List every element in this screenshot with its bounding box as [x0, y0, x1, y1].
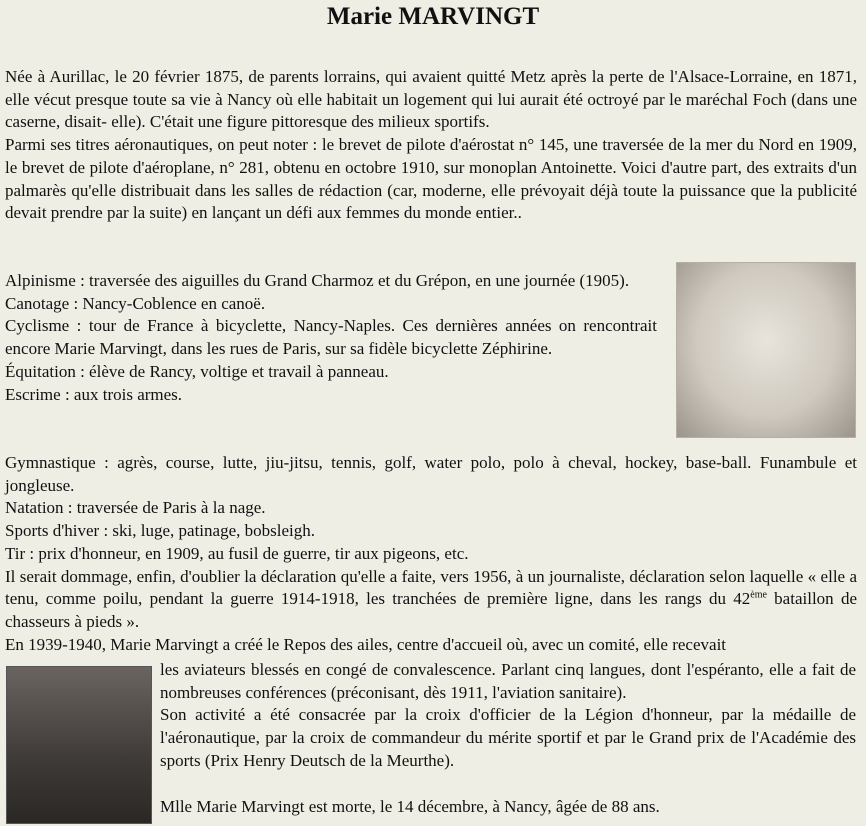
ordinal-superscript: ème: [750, 589, 767, 601]
declaration-text-end: bataillon de chasseurs à pieds ».: [5, 589, 857, 631]
page-title: Marie MARVINGT: [326, 3, 540, 30]
sport-entry: Sports d'hiver : ski, luge, patinage, bobsleigh.: [5, 521, 315, 541]
declaration-text: Il serait dommage, enfin, d'oublier la déclaration qu'elle a faite, vers 1956, à un journaliste, déclaration selon laquelle « elle a tenu, comme poilu, pendant la guerre 1914-1918, les tranchées de première ligne, dans les rangs du 42: [5, 566, 857, 609]
right-text-column: [160, 659, 856, 773]
sports-list-narrow: [5, 270, 657, 406]
sport-entry: Canotage : Nancy-Coblence en canoë.: [5, 293, 266, 313]
repos-paragraph: les aviateurs blessés en congé de convalescence. Parlant cinq langues, dont l'espéranto, elle a fait de nombreuses conférences (préconisant, dès 1911, l'aviation sanitaire).: [160, 660, 856, 702]
intro-paragraph: Née à Aurillac, le 20 février 1875, de parents lorrains, qui avaient quitté Metz après la perte de l'Alsace-Lorraine, en 1871, elle vécut presque toute sa vie à Nancy où elle habitait un logement qui lui aurait été octroyé par le maréchal Foch (dans une caserne, disait- elle). C'était une figure pittoresque des milieux sportifs.: [5, 67, 857, 132]
repos-first-line: En 1939-1940, Marie Marvingt a créé le Repos des ailes, centre d'accueil où, avec un comité, elle recevait: [5, 634, 727, 654]
sport-entry: Équitation : élève de Rancy, voltige et travail à panneau.: [5, 361, 389, 381]
portrait-photo: [676, 262, 856, 438]
declaration-paragraph: [5, 566, 857, 634]
sport-entry: Cyclisme : tour de France à bicyclette, Nancy-Naples. Ces dernières années on rencontrait encore Marie Marvingt, dans les rues de Paris, sur sa fidèle bicyclette Zéphirine.: [5, 316, 657, 359]
sport-entry: Tir : prix d'honneur, en 1909, au fusil de guerre, tir aux pigeons, etc.: [5, 543, 469, 563]
sport-entry: Gymnastique : agrès, course, lutte, jiu-jitsu, tennis, golf, water polo, polo à cheval, hockey, base-ball. Funambule et jongleuse.: [5, 453, 857, 495]
sport-entry: Alpinisme : traversée des aiguilles du Grand Charmoz et du Grépon, en une journée (1905).: [5, 271, 630, 290]
sport-entry: Escrime : aux trois armes.: [5, 384, 183, 404]
sports-list-wide: [5, 452, 857, 656]
honours-paragraph: Son activité a été consacrée par la croix d'officier de la Légion d'honneur, par la médaille de l'aéronautique, par la croix de commandeur du mérite sportif et par le Grand prix de l'Académie des sports (Prix Henry Deutsch de la Meurthe).: [160, 705, 856, 770]
intro-paragraph: Parmi ses titres aéronautiques, on peut noter : le brevet de pilote d'aérostat n° 145, une traversée de la mer du Nord en 1909, le brevet de pilote d'aéroplane, n° 281, obtenu en octobre 1910, sur monoplan Antoinette. Voici d'autre part, des extraits d'un palmarès qu'elle distribuait dans les salles de rédaction (car, moderne, elle prévoyait déjà toute la puissance que la publicité devait prendre par la suite) en lançant un défi aux femmes du monde entier..: [5, 135, 857, 223]
elderly-portrait-photo: [6, 666, 152, 824]
final-line: Mlle Marie Marvingt est morte, le 14 décembre, à Nancy, âgée de 88 ans.: [160, 797, 660, 816]
sport-entry: Natation : traversée de Paris à la nage.: [5, 498, 266, 518]
intro-section: [5, 66, 857, 225]
